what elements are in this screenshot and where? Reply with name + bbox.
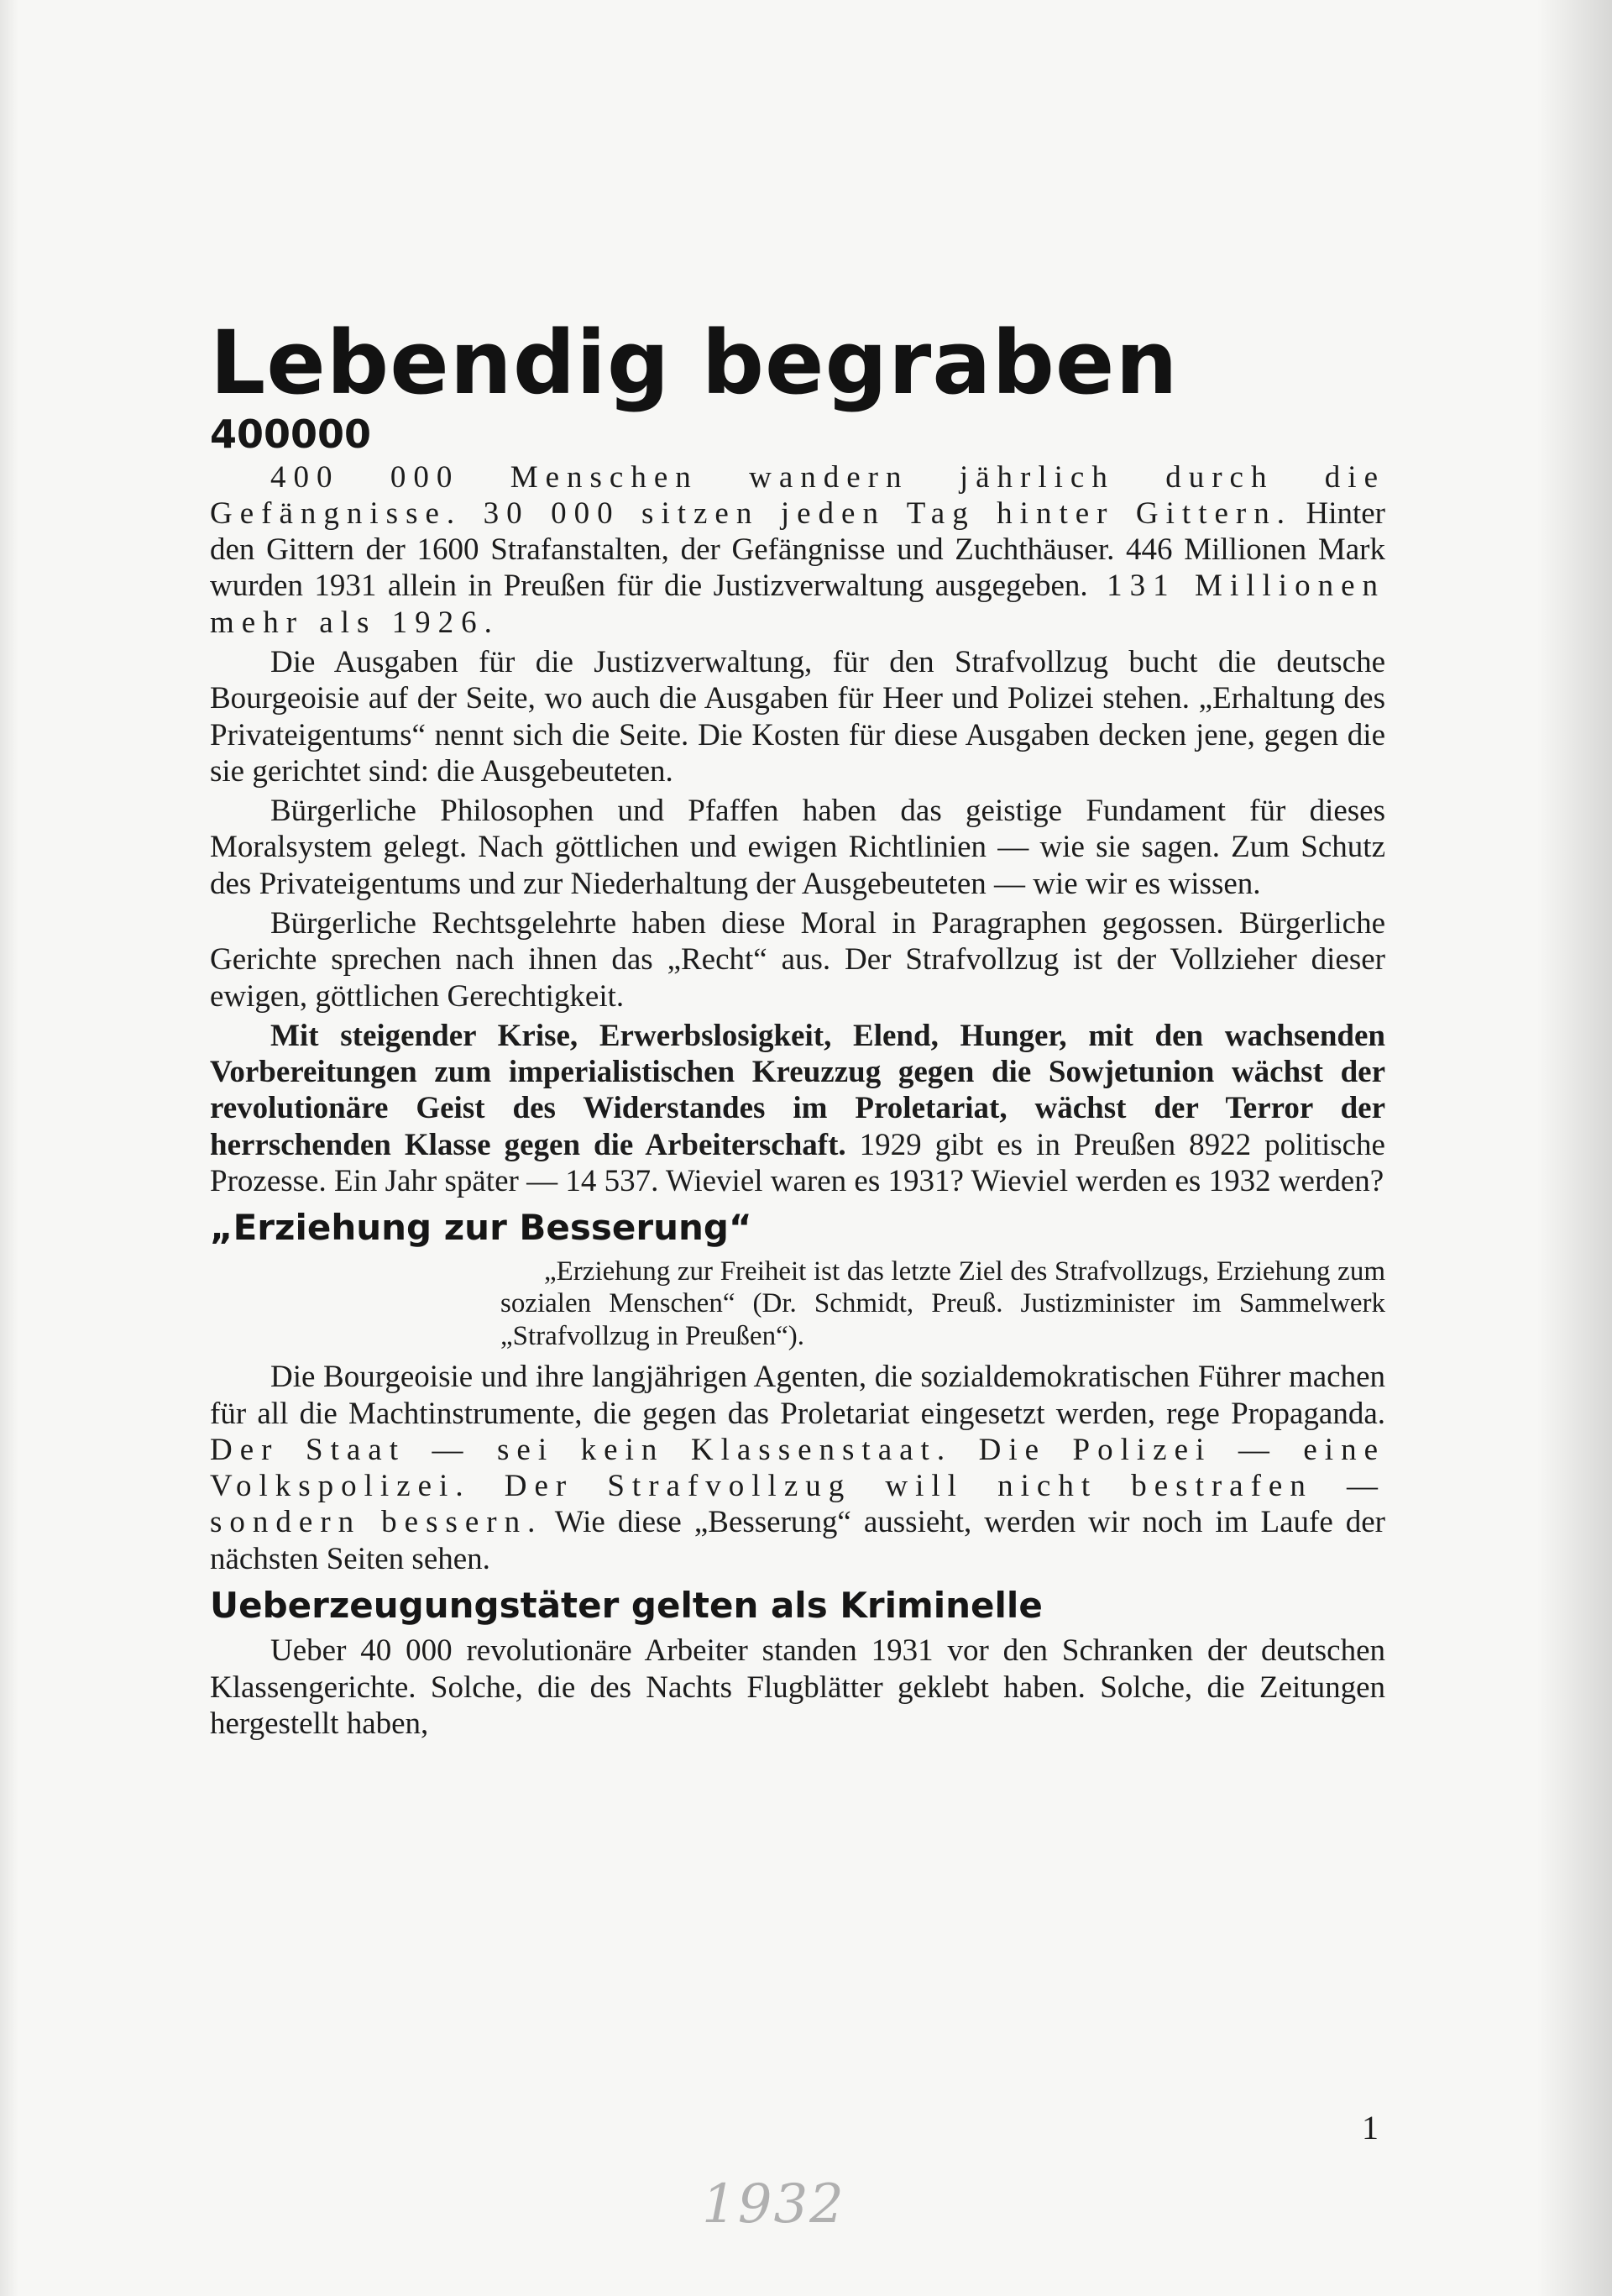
page-number: 1 (1362, 2109, 1379, 2147)
paragraph-6-text: Die Bourgeoisie und ihre langjährigen Agenten, die sozialdemokratischen Führer machen für all die Machtinstrumente, die gegen das Proletariat eingesetzt werden, rege Propaganda. (210, 1360, 1385, 1431)
section-heading-erziehung: „Erziehung zur Besserung“ (210, 1207, 752, 1249)
paragraph-1-text: Hinter den Gittern der 1600 Strafanstalten, der Gefängnisse und Zuchthäuser. 446 Millionen Mark wurden 1931 allein in Preußen für die Justizverwaltung ausgegeben. (210, 495, 1385, 604)
paragraph-5-bold-text: Mit steigender Krise, Erwerbslosigkeit, Elend, Hunger, mit den wachsenden Vorbereitungen zum imperialistischen Kreuzzug gegen die Sowjetunion wächst der revolutionäre Geist des Widerstandes im Proletariat, wächst der Terror der herrschenden Klasse gegen die Arbeiterschaft. (210, 1018, 1385, 1162)
article-content (210, 312, 1385, 1742)
paragraph-1-end-spaced-text: 131 Millionen mehr als 1926. (210, 569, 1385, 640)
paragraph-6 (210, 1359, 1385, 1577)
page-left-edge (0, 0, 18, 2296)
paragraph-4: Bürgerliche Rechtsgelehrte haben diese Moral in Paragraphen gegossen. Bürgerliche Gerichte sprechen nach ihnen das „Recht“ aus. Der Strafvollzug ist der Vollzieher dieser ewigen, göttlichen Gerechtigkeit. (210, 905, 1385, 1014)
section-heading-ueberzeugungstaeter: Ueberzeugungstäter gelten als Kriminelle (210, 1585, 1043, 1627)
paragraph-1 (210, 459, 1385, 641)
block-quote: „Erziehung zur Freiheit ist das letzte Ziel des Strafvollzugs, Erziehung zum sozialen Menschen“ (Dr. Schmidt, Preuß. Justizminister im Sammelwerk „Strafvollzug in Preußen“). (500, 1255, 1385, 1351)
paragraph-2: Die Ausgaben für die Justizverwaltung, für den Strafvollzug bucht die deutsche Bourgeoisie auf der Seite, wo auch die Ausgaben für Heer und Polizei stehen. „Erhaltung des Privateigentums“ nennt sich die Seite. Die Kosten für diese Ausgaben decken jene, gegen die sie gerichtet sind: die Ausgebeuteten. (210, 645, 1385, 789)
paragraph-6-end-text: Wie diese „Besserung“ aussieht, werden wir noch im Laufe der nächsten Seiten sehen. (210, 1505, 1385, 1576)
paragraph-5 (210, 1018, 1385, 1199)
page-title: Lebendig begraben (210, 312, 1179, 414)
page-right-shadow (1536, 0, 1612, 2296)
handwritten-year-annotation: 1932 (702, 2173, 845, 2236)
paragraph-1-spaced-text: 400 000 Menschen wandern jährlich durch die Gefängnisse. 30 000 sitzen jeden Tag hinter Gittern. (210, 459, 1385, 531)
paragraph-3: Bürgerliche Philosophen und Pfaffen haben das geistige Fundament für dieses Moralsystem gelegt. Nach göttlichen und ewigen Richtlinien — wie sie sagen. Zum Schutz des Privateigentums und zur Niederhaltung der Ausgebeuteten — wie wir es wissen. (210, 794, 1385, 901)
subheading-number: 400000 (210, 411, 372, 457)
paragraph-6-spaced-text: Der Staat — sei kein Klassenstaat. Die Polizei — eine Volkspolizei. Der Strafvollzug will nicht bestrafen — sondern bessern. (210, 1432, 1385, 1540)
paragraph-7: Ueber 40 000 revolutionäre Arbeiter standen 1931 vor den Schranken der deutschen Klassengerichte. Solche, die des Nachts Flugblätter geklebt haben. Solche, die Zeitungen hergestellt haben, (210, 1633, 1385, 1741)
paragraph-5-text: 1929 gibt es in Preußen 8922 politische Prozesse. Ein Jahr später — 14 537. Wieviel waren es 1931? Wieviel werden es 1932 werden? (210, 1127, 1385, 1198)
